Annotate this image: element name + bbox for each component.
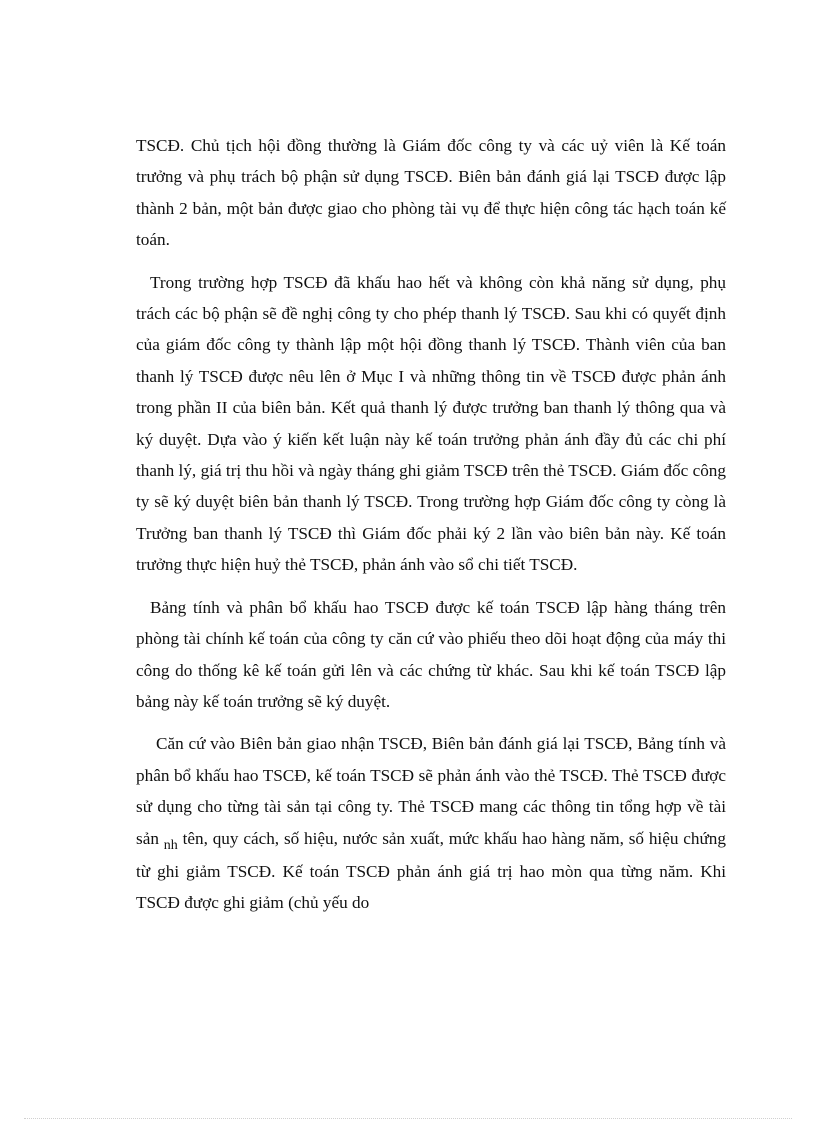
paragraph-4-text-after: tên, quy cách, số hiệu, nước sản xuất, mức khấu hao hàng năm, số hiệu chứng từ ghi giảm TSCĐ. Kế toán TSCĐ phản ánh giá trị hao mòn qua từng năm. Khi TSCĐ được ghi giảm (chủ yếu do: [136, 828, 726, 913]
document-body: [136, 130, 726, 919]
paragraph-2: Trong trường hợp TSCĐ đã khấu hao hết và không còn khả năng sử dụng, phụ trách các bộ phận sẽ đề nghị công ty cho phép thanh lý TSCĐ. Sau khi có quyết định của giám đốc công ty thành lập một hội đồng thanh lý TSCĐ. Thành viên của ban thanh lý TSCĐ được nêu lên ở Mục I và những thông tin về TSCĐ được phản ánh trong phần II của biên bản. Kết quả thanh lý được trưởng ban thanh lý thông qua và ký duyệt. Dựa vào ý kiến kết luận này kế toán trưởng phản ánh đầy đủ các chi phí thanh lý, giá trị thu hồi và ngày tháng ghi giảm TSCĐ trên thẻ TSCĐ. Giám đốc công ty sẽ ký duyệt biên bản thanh lý TSCĐ. Trong trường hợp Giám đốc công ty còng là Trưởng ban thanh lý TSCĐ thì Giám đốc phải ký 2 lần vào biên bản này. Kế toán trưởng thực hiện huỷ thẻ TSCĐ, phản ánh vào sổ chi tiết TSCĐ.: [136, 272, 726, 575]
paragraph-3: Bảng tính và phân bổ khấu hao TSCĐ được kế toán TSCĐ lập hàng tháng trên phòng tài chính kế toán của công ty căn cứ vào phiếu theo dõi hoạt động của máy thi công do thống kê kế toán gửi lên và các chứng từ khác. Sau khi kế toán TSCĐ lập bảng này kế toán trưởng sẽ ký duyệt.: [136, 597, 726, 711]
page-bottom-border: [24, 1118, 792, 1119]
paragraph-4-subscript: nh: [163, 837, 178, 853]
paragraph-4: [136, 728, 726, 918]
paragraph-1: TSCĐ. Chủ tịch hội đồng thường là Giám đốc công ty và các uỷ viên là Kế toán trưởng và phụ trách bộ phận sử dụng TSCĐ. Biên bản đánh giá lại TSCĐ được lập thành 2 bản, một bản được giao cho phòng tài vụ để thực hiện công tác hạch toán kế toán.: [136, 136, 726, 250]
paragraph-4-text-before: Căn cứ vào Biên bản giao nhận TSCĐ, Biên bản đánh giá lại TSCĐ, Bảng tính và phân bổ khấu hao TSCĐ, kế toán TSCĐ sẽ phản ánh vào thẻ TSCĐ. Thẻ TSCĐ được sử dụng cho từng tài sản tại công ty. Thẻ TSCĐ mang các thông tin tổng hợp về tài sản: [136, 734, 726, 848]
